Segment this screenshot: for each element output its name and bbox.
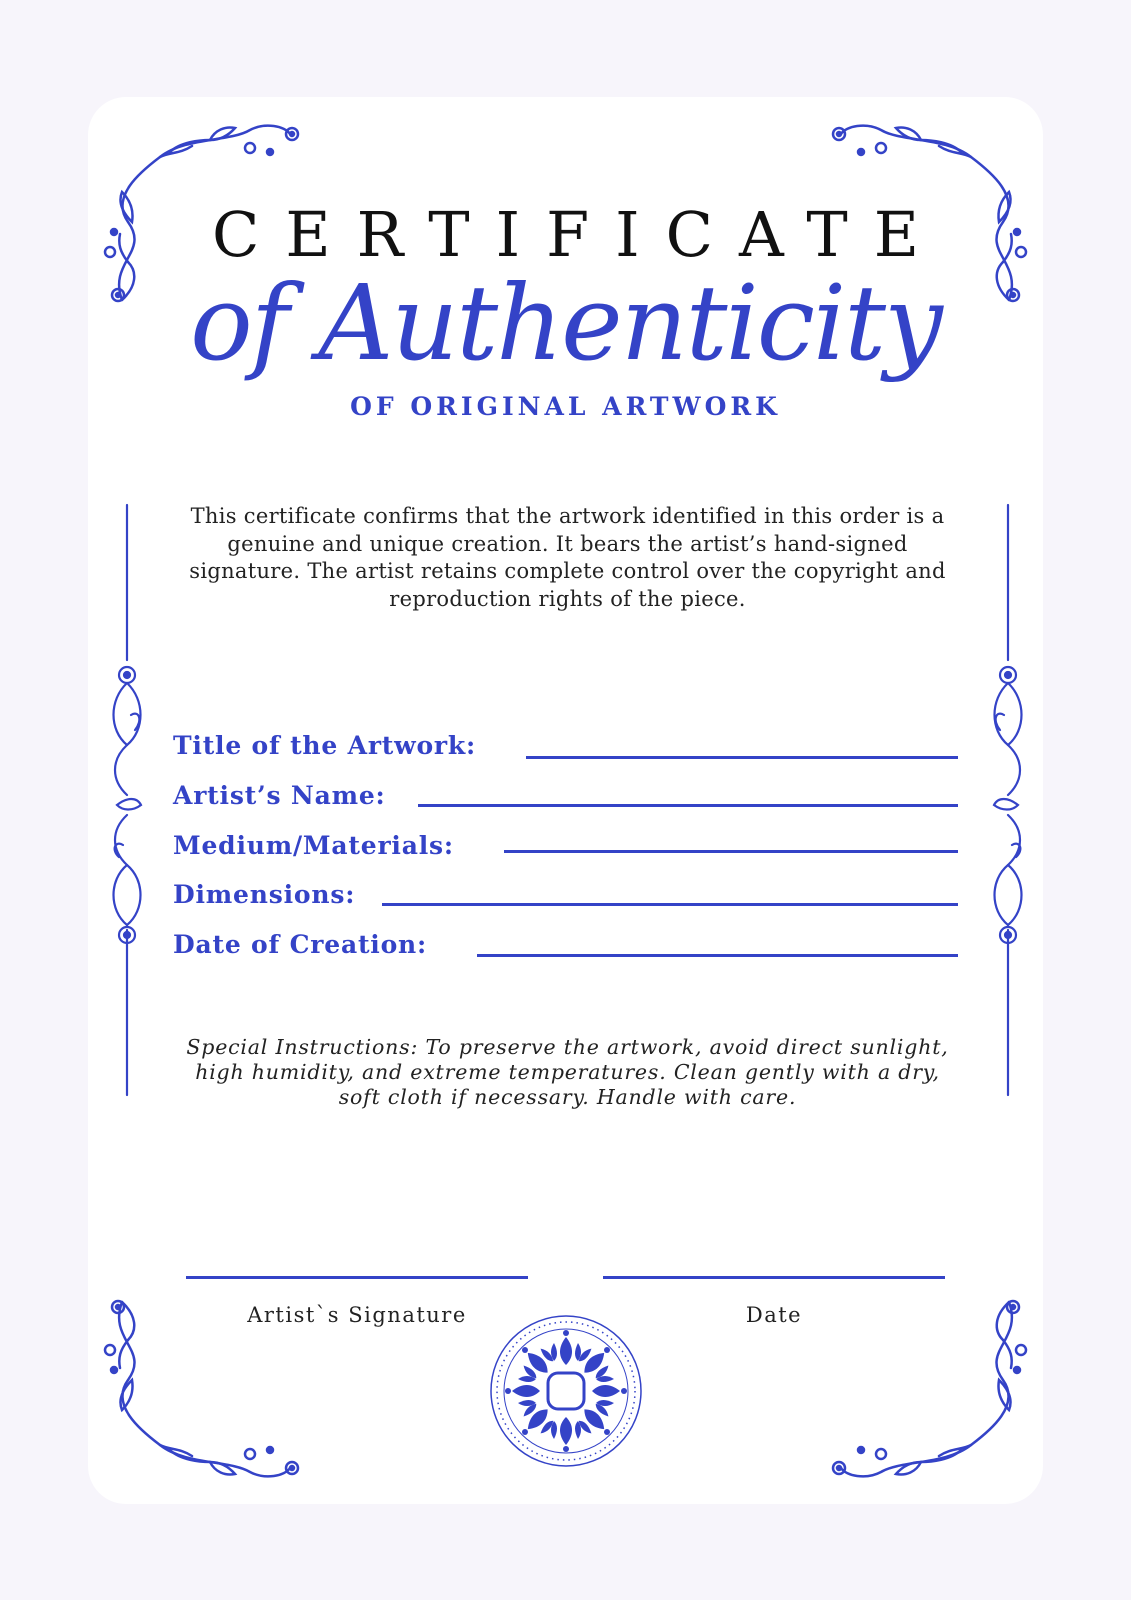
field-label-dimensions: Dimensions: [173,880,356,909]
flourish-side-icon [105,505,155,1095]
certificate-title: CERTIFICATE [211,198,946,271]
date-label: Date [745,1303,803,1327]
field-line-medium[interactable] [504,850,958,853]
field-label-artist: Artist’s Name: [173,781,386,810]
certificate-script-title: of Authenticity [190,262,941,384]
field-line-title[interactable] [526,756,958,759]
intro-paragraph: This certificate confirms that the artwork identified in this order is a genuine and unique creation. It bears the artist’s hand-signed signature. The artist retains complete control over the copyright and reproduction rights of the piece. [189,504,946,611]
signature-label: Artist`s Signature [247,1303,467,1327]
signature-line[interactable] [186,1276,528,1279]
certificate-subtitle: OF ORIGINAL ARTWORK [350,392,781,421]
field-label-medium: Medium/Materials: [173,831,454,860]
special-instructions: Special Instructions: To preserve the artwork, avoid direct sunlight, high humidity, and extreme temperatures. Clean gently with a dry, soft cloth if necessary. Handle with care. [186,1035,949,1109]
mandala-seal-icon [488,1313,644,1469]
field-line-artist[interactable] [418,804,958,807]
flourish-side-icon [980,505,1030,1095]
field-label-date-of-creation: Date of Creation: [173,930,428,959]
field-line-dimensions[interactable] [382,903,958,906]
field-label-title: Title of the Artwork: [173,731,477,760]
date-line[interactable] [603,1276,945,1279]
field-line-date-of-creation[interactable] [477,954,958,957]
